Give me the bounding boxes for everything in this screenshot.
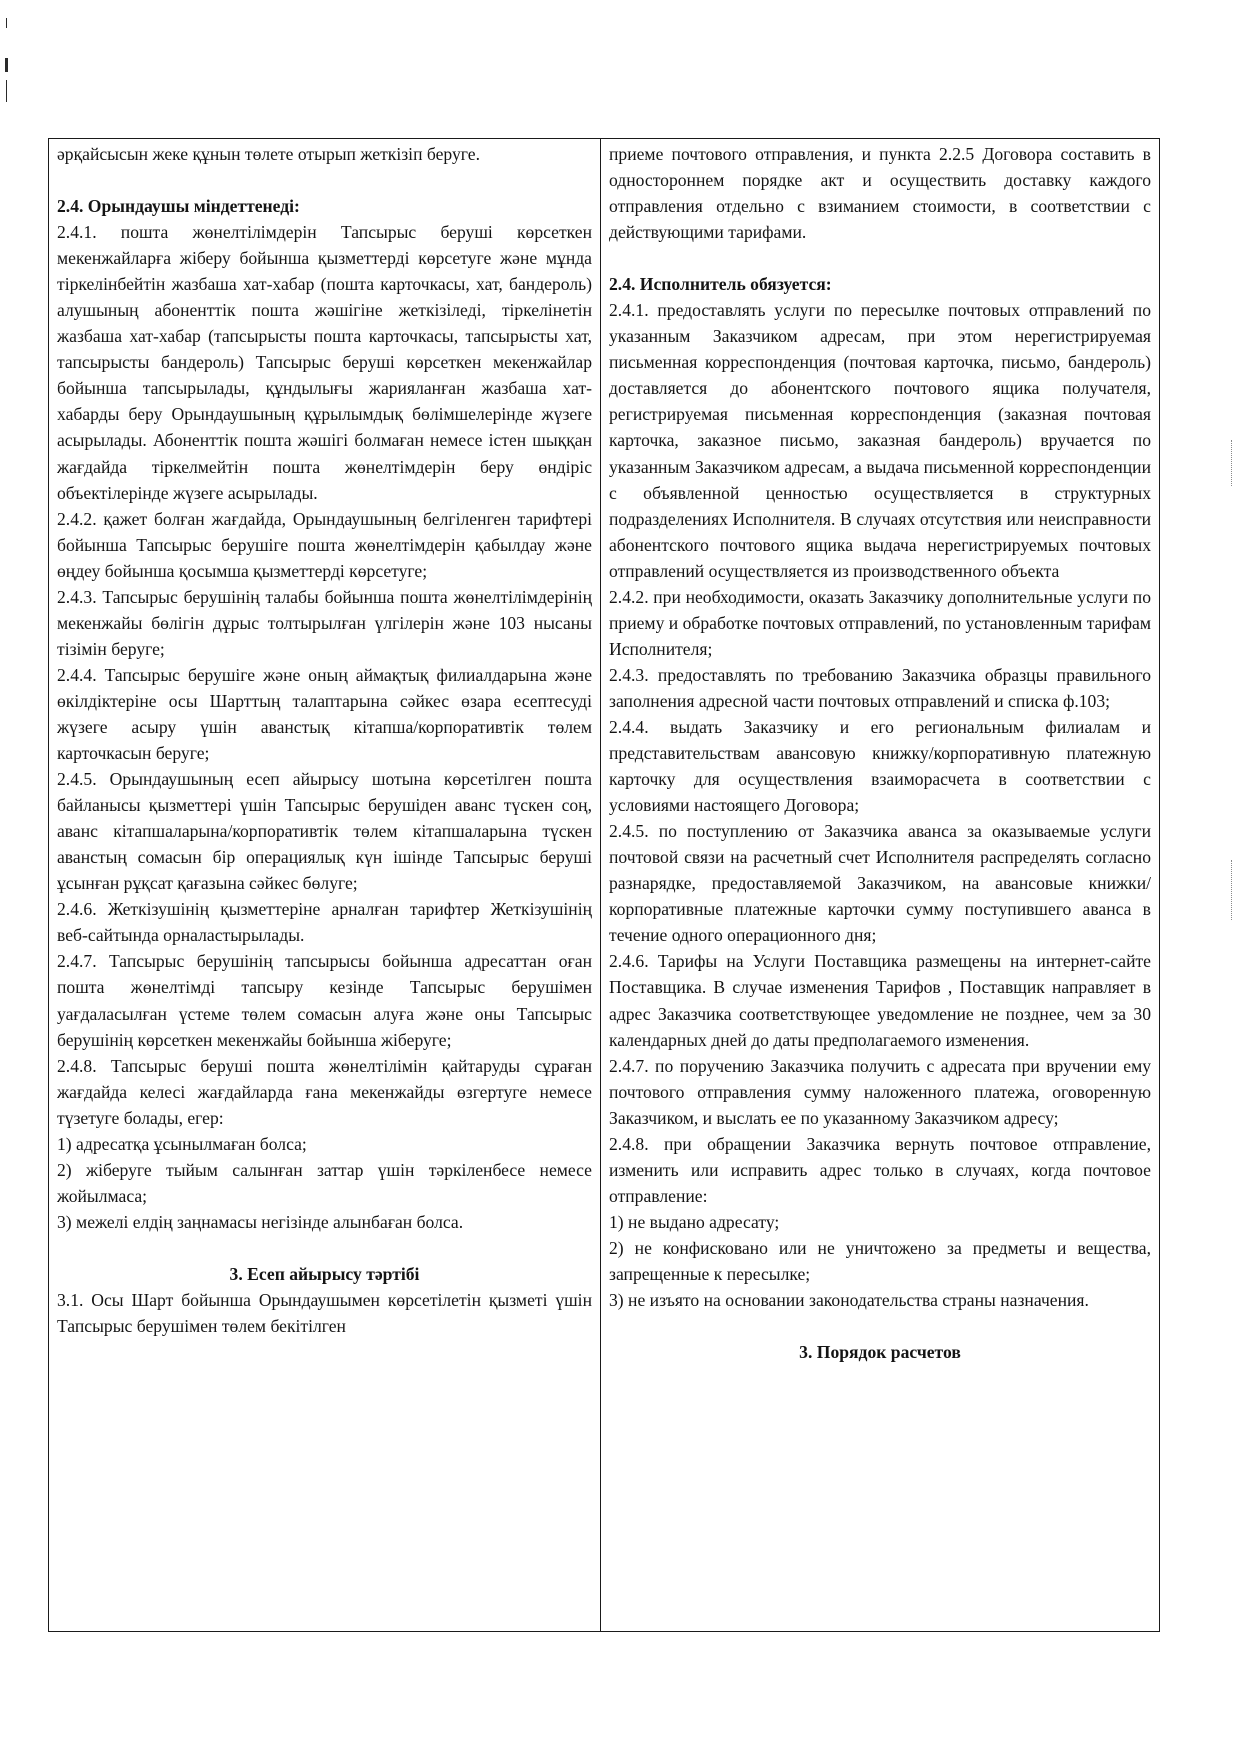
- ru-spacer: [609, 245, 1151, 271]
- ru-list-item-2: 2) не конфисковано или не уничтожено за предметы и вещества, запрещенные к пересылке;: [609, 1237, 1151, 1284]
- margin-ticks-upper: [1231, 440, 1234, 486]
- kz-list-item-2: 2) жіберуге тыйым салынған заттар үшін тәркіленбесе немесе жойылмаса;: [57, 1159, 592, 1206]
- margin-ticks-lower: [1231, 860, 1234, 920]
- ru-clause-2-4-2: 2.4.2. при необходимости, оказать Заказчику дополнительные услуги по приему и обработке почтовых отправлений, по установленным тарифам Исполнителя;: [609, 586, 1151, 659]
- bilingual-contract-table: [48, 138, 1160, 1632]
- ru-clause-2-4-8: 2.4.8. при обращении Заказчика вернуть почтовое отправление, изменить или исправить адрес только в случаях, когда почтовое отправление:: [609, 1133, 1151, 1206]
- ru-clause-2-4-1: 2.4.1. предоставлять услуги по пересылке почтовых отправлений по указанным Заказчиком адресам, при этом нерегистрируемая письменная корреспонденция (почтовая карточка, письмо, бандероль) доставляется до абонентского почтового ящика получателя, регистрируемая письменная корреспонденция (заказная почтовая карточка, заказное письмо, заказная бандероль) вручается по указанным Заказчиком адресам, а выдача письменной корреспонденции с объявленной ценностью осуществляется в структурных подразделениях Исполнителя. В случаях отсутствия или неисправности абонентского почтового ящика выдача нерегистрируемых почтовых отправлений осуществляется из производственного объекта: [609, 300, 1151, 581]
- kz-clause-2-4-2: 2.4.2. қажет болған жағдайда, Орындаушының белгіленген тарифтері бойынша Тапсырыс берушіге пошта жөнелтімдерін қабылдау және өңдеу бойынша қосымша қызметтерді көрсетуге;: [57, 508, 592, 581]
- ru-spacer-2: [609, 1313, 1151, 1339]
- ru-clause-2-4-3: 2.4.3. предоставлять по требованию Заказчика образцы правильного заполнения адресной части почтовых отправлений и списка ф.103;: [609, 664, 1151, 711]
- ru-section-3-title: 3. Порядок расчетов: [799, 1342, 961, 1363]
- kz-clause-2-4-5: 2.4.5. Орындаушының есеп айырысу шотына көрсетілген пошта байланысы қызметтері үшін Тапсырыс берушіден аванс түскен соң, аванс кітапшаларына/корпоративтік төлем кітапшаларына түскен аванстың сомасын бір операциялық күн ішінде Тапсырыс беруші ұсынған рұқсат қағазына сәйкес бөлуге;: [57, 769, 592, 894]
- kz-clause-3-1: 3.1. Осы Шарт бойынша Орындаушымен көрсетілетін қызметі үшін Тапсырыс берушімен төлем бекітілген: [57, 1289, 592, 1337]
- kz-clause-2-4-3: 2.4.3. Тапсырыс берушінің талабы бойынша пошта жөнелтілімдерінің мекенжайы бөлігін дұрыс толтырылған үлгілерін және 103 нысаны тізімін беруге;: [57, 586, 592, 659]
- ru-list-item-1: 1) не выдано адресату;: [609, 1211, 780, 1232]
- kz-section-3-title: 3. Есеп айырысу тәртібі: [229, 1263, 420, 1284]
- scan-mark-middle: [5, 58, 8, 72]
- kz-list-item-1: 1) адресатқа ұсынылмаған болса;: [57, 1133, 307, 1154]
- kz-clause-2-4-7: 2.4.7. Тапсырыс берушінің тапсырысы бойынша адресаттан оған пошта жөнелтімді тапсыру кезінде Тапсырыс берушімен уағдаласылған үстеме төлем сомасын алуға және оны Тапсырыс берушінің көрсеткен мекенжайы бойынша жіберуге;: [57, 951, 592, 1050]
- ru-clause-2-4-4: 2.4.4. выдать Заказчику и его региональным филиалам и представительствам авансовую книжку/корпоративную платежную карточку для осуществления взаиморасчета в соответствии с условиями настоящего Договора;: [609, 716, 1151, 816]
- ru-list-item-3: 3) не изъято на основании законодательства страны назначения.: [609, 1290, 1089, 1311]
- kz-heading-2-4: 2.4. Орындаушы міндеттенеді:: [57, 196, 300, 217]
- kazakh-column: [49, 139, 601, 1631]
- kz-clause-2-4-8: 2.4.8. Тапсырыс беруші пошта жөнелтілімін қайтаруды сұраған жағдайда келесі жағдайларда ғана мекенжайды өзгертуге немесе түзетуге болады, егер:: [57, 1055, 592, 1128]
- ru-clause-2-4-7: 2.4.7. по поручению Заказчика получить с адресата при вручении ему почтового отправления сумму наложенного платежа, оговоренную Заказчиком, и выслать ее по указанному Заказчиком адресу;: [609, 1055, 1151, 1128]
- russian-column: [601, 139, 1159, 1631]
- scan-mark-bottom: [6, 80, 7, 102]
- kz-spacer-2: [57, 1235, 592, 1261]
- ru-intro-text: приеме почтового отправления, и пункта 2.2.5 Договора составить в одностороннем порядке акт и осуществить доставку каждого отправления отдельно с взиманием стоимости, в соответствии с действующими тарифами.: [609, 144, 1151, 243]
- kz-spacer: [57, 167, 592, 193]
- kz-intro-text: әрқайсысын жеке құнын төлете отырып жеткізіп беруге.: [57, 144, 480, 164]
- kz-clause-2-4-1: 2.4.1. пошта жөнелтілімдерін Тапсырыс беруші көрсеткен мекенжайларға жіберу бойынша қызметтерді көрсетуге және мұнда тіркелінбейтін жазбаша хат-хабар (пошта карточкасы, хат, бандероль) алушының абоненттік пошта жәшігіне жеткізіледі, тіркелінетін жазбаша хат-хабар (тапсырысты пошта карточкасы, тапсырысты хат, тапсырысты бандероль) Тапсырыс беруші көрсеткен мекенжайлар бойынша тапсырылады, құндылығы жарияланған жазбаша хат-хабарды беру Орындаушының құрылымдық бөлімшелерінде жүзеге асырылады. Абоненттік пошта жәшігі болмаған немесе істен шыққан жағдайда тіркелмейтін пошта жөнелтімдерін беру өндіріс объектілерінде жүзеге асырылады.: [57, 222, 592, 503]
- kz-clause-2-4-4: 2.4.4. Тапсырыс берушіге және оның аймақтық филиалдарына және өкілдіктеріне осы Шарттың талаптарына сәйкес өзара есептесуді жүзеге асыру үшін аванстық кітапша/корпоративтік төлем карточкасын беруге;: [57, 664, 592, 764]
- ru-heading-2-4: 2.4. Исполнитель обязуется:: [609, 274, 832, 295]
- ru-clause-2-4-5: 2.4.5. по поступлению от Заказчика аванса за оказываемые услуги почтовой связи на расчетный счет Исполнителя распределять согласно разнарядке, предоставляемой Заказчиком, на авансовые книжки/корпоративные платежные карточки сумму поступившего аванса в течение одного операционного дня;: [609, 821, 1151, 946]
- ru-clause-2-4-6: 2.4.6. Тарифы на Услуги Поставщика размещены на интернет-сайте Поставщика. В случае изменения Тарифов , Поставщик направляет в адрес Заказчика соответствующее уведомление не позднее, чем за 30 календарных дней до даты предполагаемого изменения.: [609, 951, 1151, 1050]
- kz-list-item-3: 3) межелі елдің заңнамасы негізінде алынбаған болса.: [57, 1211, 464, 1232]
- kz-clause-2-4-6: 2.4.6. Жеткізушінің қызметтеріне арналған тарифтер Жеткізушінің веб-сайтында орналастырылады.: [57, 899, 592, 946]
- scan-mark-top: [6, 18, 7, 28]
